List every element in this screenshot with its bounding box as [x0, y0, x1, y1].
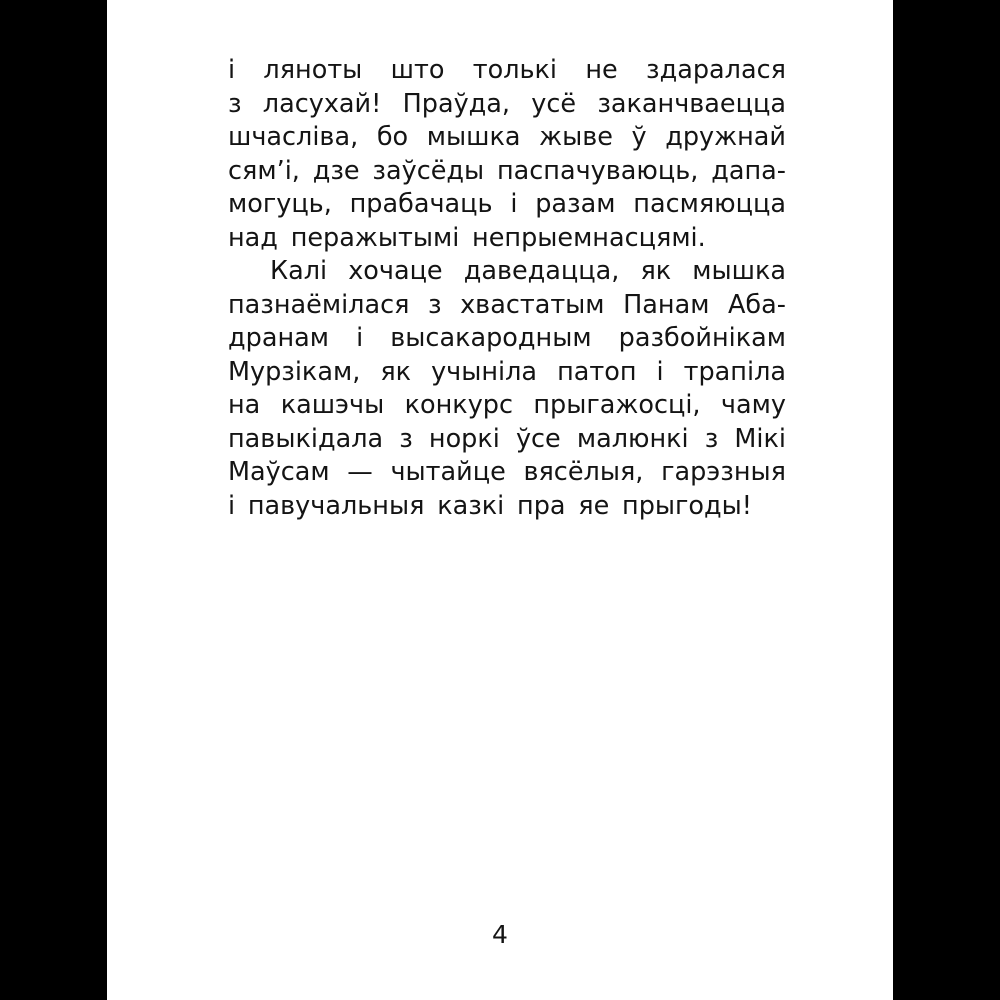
- text-line: павыкідала з норкі ўсе малюнкі з Мікі: [228, 423, 786, 454]
- text-line: могуць, прабачаць і разам пасмяюцца: [228, 189, 786, 219]
- paragraph: [228, 255, 786, 523]
- text-line: над перажытымі непрыемнасцямі.: [228, 222, 706, 253]
- book-page: [107, 0, 893, 1000]
- text-line: дранам і высакародным разбойнікам: [228, 323, 786, 353]
- text-line: з ласухай! Праўда, усё заканчваецца: [228, 88, 786, 119]
- text-line: шчасліва, бо мышка жыве ў дружнай: [228, 122, 786, 152]
- page-number: 4: [492, 920, 508, 949]
- text-line: і павучальныя казкі пра яе прыгоды!: [228, 490, 753, 521]
- text-line: Калі хочаце даведацца, як мышка: [270, 256, 786, 286]
- text-line: пазнаёмілася з хвастатым Панам Аба-: [228, 289, 786, 320]
- body-text: [228, 54, 786, 523]
- text-line: на кашэчы конкурс прыгажосці, чаму: [228, 390, 786, 420]
- text-line: Маўсам — чытайце вясёлыя, гарэзныя: [228, 457, 786, 487]
- text-line: Мурзікам, як учыніла патоп і трапіла: [228, 356, 786, 387]
- text-line: і ляноты што толькі не здаралася: [228, 55, 786, 85]
- text-line: сям’і, дзе заўсёды паспачуваюць, дапа-: [228, 155, 786, 186]
- paragraph: [228, 54, 786, 255]
